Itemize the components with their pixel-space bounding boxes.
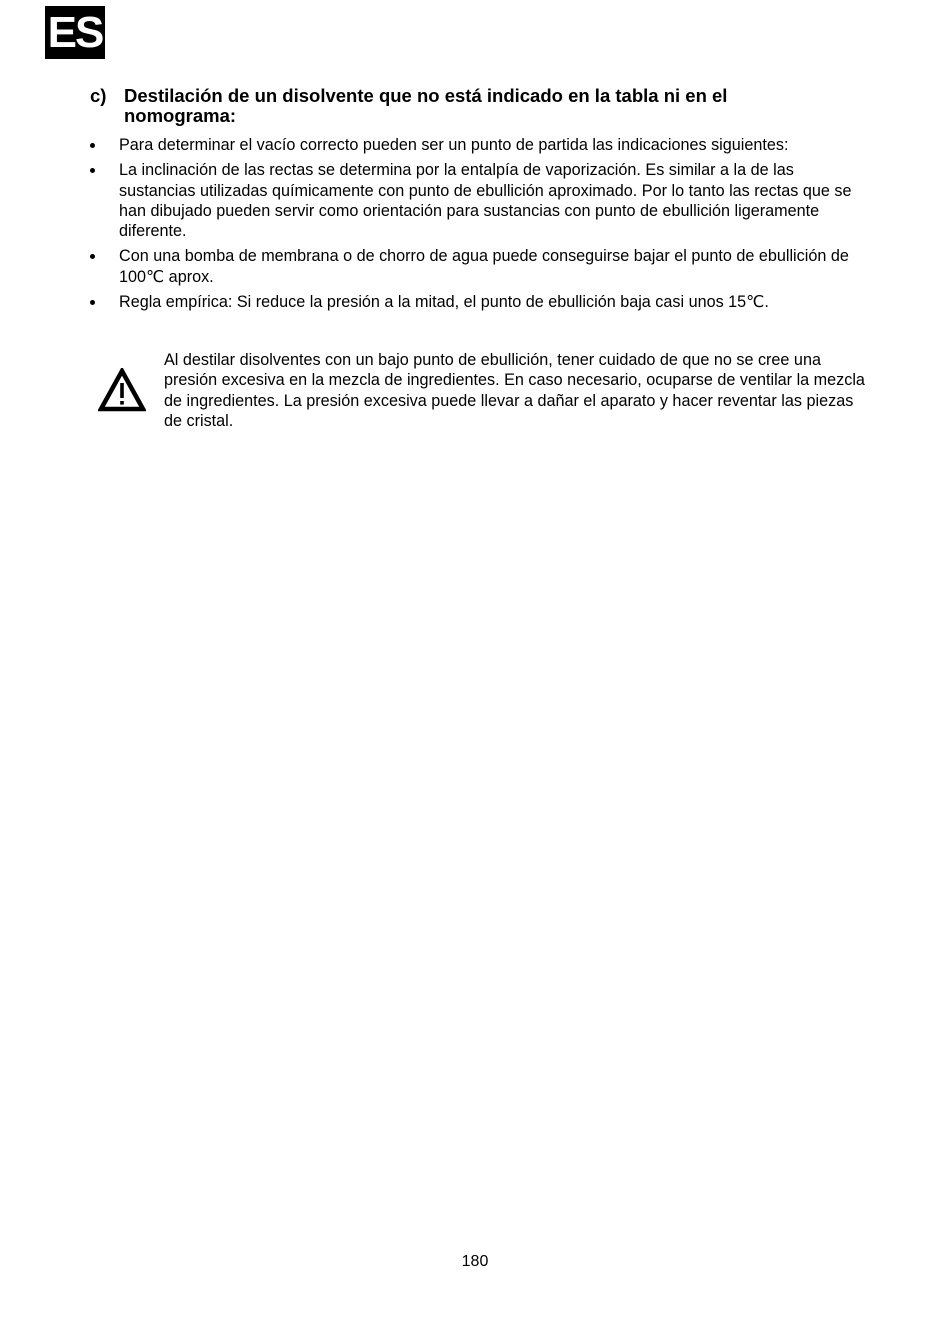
bullet-icon xyxy=(90,254,95,259)
list-item-text: Con una bomba de membrana o de chorro de agua puede conseguirse bajar el punto de ebullición de 100℃ aprox. xyxy=(119,247,849,286)
bullet-icon xyxy=(90,143,95,148)
section-marker: c) xyxy=(90,85,107,106)
list-item-text: Para determinar el vacío correcto pueden ser un punto de partida las indicaciones siguientes: xyxy=(119,136,789,154)
warning-block xyxy=(98,350,868,431)
bullet-icon xyxy=(90,168,95,173)
list-item-text: La inclinación de las rectas se determina por la entalpía de vaporización. Es similar a la de las sustancias utilizadas químicamente con punto de ebullición aproximado. Por lo tanto las rectas que se han dibujado pueden servir como orientación para sustancias con punto de ebullición ligeramente diferente. xyxy=(119,161,852,241)
warning-text: Al destilar disolventes con un bajo punto de ebullición, tener cuidado de que no se cree una presión excesiva en la mezcla de ingredientes. En caso necesario, ocuparse de ventilar la mezcla de ingredientes. La presión excesiva puede llevar a dañar el aparato y hacer reventar las piezas de cristal. xyxy=(164,351,865,430)
section-heading xyxy=(90,86,810,126)
list-item xyxy=(88,135,863,155)
warning-triangle-icon xyxy=(98,368,146,412)
language-badge: ES xyxy=(45,6,105,59)
section-title: Destilación de un disolvente que no está indicado en la tabla ni en el nomograma: xyxy=(124,85,728,126)
bullet-list xyxy=(88,135,863,317)
page-number: 180 xyxy=(461,1253,489,1270)
bullet-icon xyxy=(90,300,95,305)
list-item xyxy=(88,246,863,287)
list-item xyxy=(88,160,863,241)
list-item-text: Regla empírica: Si reduce la presión a la mitad, el punto de ebullición baja casi unos 15℃. xyxy=(119,293,769,312)
list-item xyxy=(88,292,863,312)
